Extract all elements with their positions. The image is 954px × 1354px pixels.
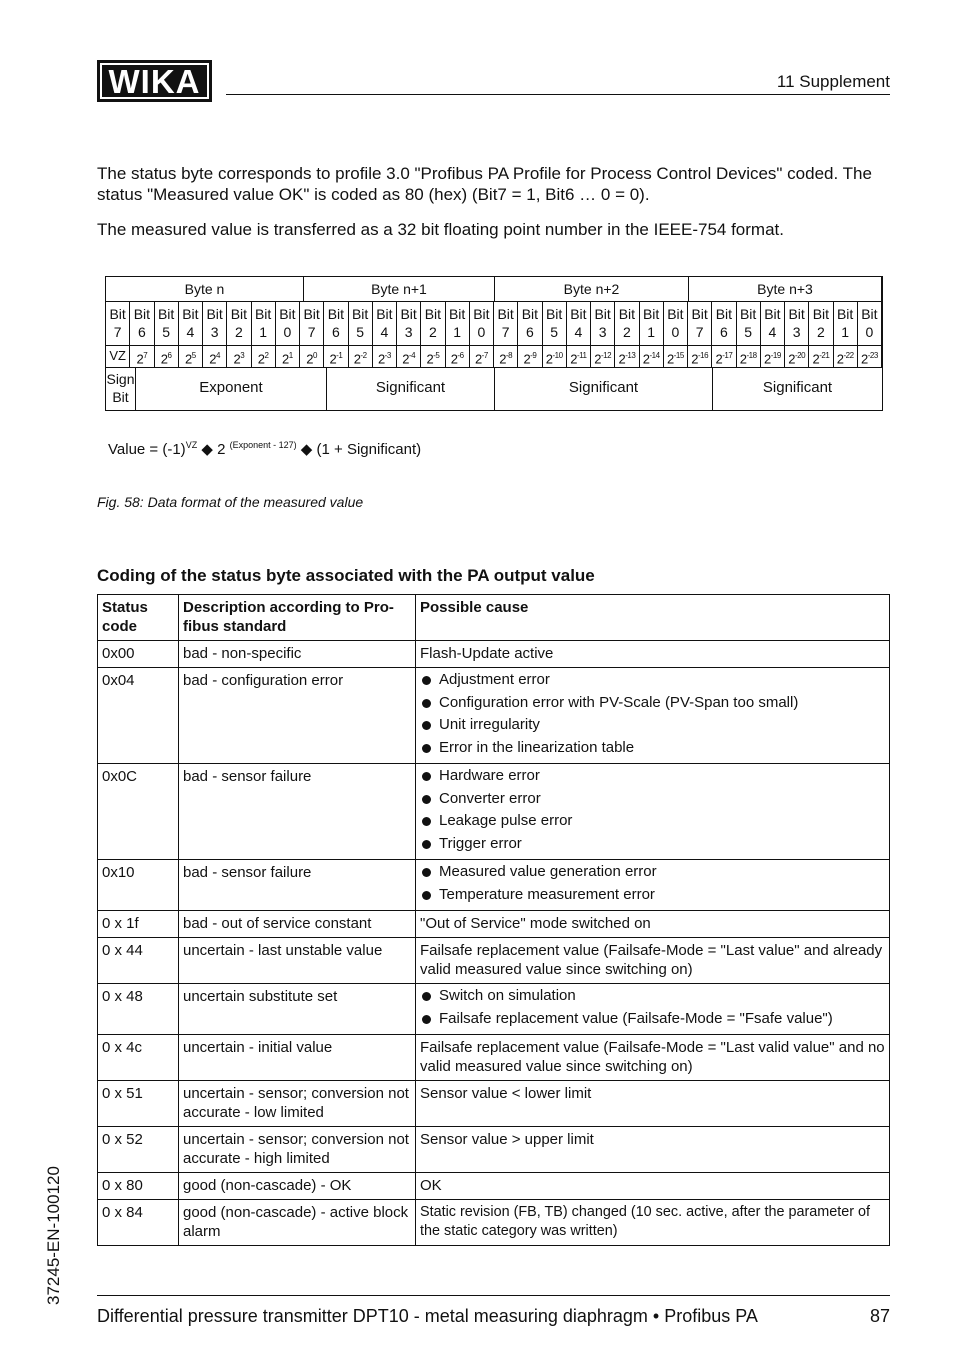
power-exponent: -20 xyxy=(794,351,806,360)
possible-cause: OK xyxy=(416,1173,890,1200)
bit-word: Bit xyxy=(812,306,830,322)
bit-number: 2 xyxy=(816,324,825,340)
cause-bullet: Measured value generation error xyxy=(420,861,885,884)
footer-title: Differential pressure transmitter DPT10 - metal measuring diaphragm • Profibus PA xyxy=(97,1306,758,1326)
bit-number: 3 xyxy=(792,324,801,340)
status-code: 0 x 44 xyxy=(98,938,179,984)
col-header-description: Description according to Pro- fibus standard xyxy=(179,595,416,641)
power-cell: $2^{-20}$ xyxy=(785,346,809,368)
cause-bullet: Leakage pulse error xyxy=(420,810,885,833)
power-exponent: -9 xyxy=(530,351,537,360)
possible-cause: Sensor value > upper limit xyxy=(416,1127,890,1173)
power-cell: $2^{-23}$ xyxy=(858,346,882,368)
bit-word: Bit xyxy=(473,306,490,322)
bit-number: 5 xyxy=(744,324,753,340)
status-code: 0x0C xyxy=(98,764,179,860)
bit-word: Bit xyxy=(230,306,248,322)
bit-word: Bit xyxy=(618,306,636,322)
bit-cell xyxy=(688,302,712,346)
bit-cell xyxy=(373,302,397,346)
bit-cell xyxy=(276,302,300,346)
table-row xyxy=(98,938,890,984)
table-row xyxy=(98,860,890,911)
bit-cell xyxy=(543,302,567,346)
cause-bullet: Switch on simulation xyxy=(420,985,885,1008)
bit-word: Bit xyxy=(448,306,466,322)
bit-number: 6 xyxy=(525,324,534,340)
status-description: good (non-cascade) - active block alarm xyxy=(179,1200,416,1246)
power-cell: $2^{-9}$ xyxy=(518,346,542,368)
power-exponent: -6 xyxy=(457,351,464,360)
bit-cell xyxy=(834,302,858,346)
bit-cell xyxy=(567,302,591,346)
status-description: good (non-cascade) - OK xyxy=(179,1173,416,1200)
status-description: uncertain - last unstable value xyxy=(179,938,416,984)
bit-cell xyxy=(737,302,761,346)
bit-cell xyxy=(761,302,785,346)
bit-cell xyxy=(324,302,348,346)
power-exponent: -5 xyxy=(433,351,440,360)
bit-number: 3 xyxy=(598,324,607,340)
bit-number: 0 xyxy=(671,324,680,340)
bit-cell xyxy=(785,302,809,346)
cause-bullet: Temperature measurement error xyxy=(420,884,885,907)
bit-word: Bit xyxy=(691,306,708,322)
power-exponent: 0 xyxy=(313,351,317,360)
power-cell: $2^{-19}$ xyxy=(761,346,785,368)
status-code: 0x10 xyxy=(98,860,179,911)
power-exponent: -16 xyxy=(697,351,709,360)
sign-label: VZ xyxy=(106,346,130,368)
bit-cell xyxy=(615,302,639,346)
power-cell: $2^7$ xyxy=(130,346,154,368)
bit-word: Bit xyxy=(157,306,175,322)
bit-number: 1 xyxy=(841,324,850,340)
bit-cell xyxy=(494,302,518,346)
bit-cell xyxy=(179,302,203,346)
bit-number: 7 xyxy=(695,324,704,340)
power-exponent: -7 xyxy=(481,351,488,360)
byte-header: Byte n+2 xyxy=(495,277,689,302)
power-cell: $2^{-7}$ xyxy=(470,346,494,368)
status-description: bad - configuration error xyxy=(179,668,416,764)
power-exponent: 6 xyxy=(167,351,172,360)
bit-word: Bit xyxy=(594,306,611,322)
power-exponent: 4 xyxy=(216,351,220,360)
bit-number: 5 xyxy=(162,324,171,340)
power-cell: $2^{-8}$ xyxy=(494,346,518,368)
bit-cell xyxy=(397,302,421,346)
bit-word: Bit xyxy=(715,306,733,322)
table-row xyxy=(98,1127,890,1173)
table-row xyxy=(98,911,890,938)
power-cell: $2^{-17}$ xyxy=(712,346,736,368)
table-row xyxy=(98,984,890,1035)
power-cell: $2^1$ xyxy=(276,346,300,368)
power-exponent: -23 xyxy=(867,351,878,360)
bit-number: 4 xyxy=(768,324,777,340)
bit-word: Bit xyxy=(861,306,878,322)
bit-number: 0 xyxy=(865,324,874,340)
power-exponent: -8 xyxy=(505,351,513,360)
power-cell: $2^{-12}$ xyxy=(591,346,615,368)
bit-word: Bit xyxy=(521,306,539,322)
bit-cell xyxy=(421,302,445,346)
power-exponent: 1 xyxy=(288,351,293,360)
bit-number: 0 xyxy=(477,324,486,340)
power-exponent: -19 xyxy=(770,351,781,360)
bit-number: 5 xyxy=(550,324,559,340)
bit-word: Bit xyxy=(279,306,296,322)
significant-field: Significant xyxy=(327,368,495,410)
status-description: uncertain - initial value xyxy=(179,1035,416,1081)
status-table xyxy=(97,594,890,1246)
bit-cell xyxy=(130,302,154,346)
bit-cell xyxy=(858,302,882,346)
bit-number: 0 xyxy=(283,324,292,340)
cause-bullet: Unit irregularity xyxy=(420,714,885,737)
bit-number: 2 xyxy=(428,324,437,340)
data-format-table xyxy=(105,276,883,411)
bit-number: 6 xyxy=(331,324,340,340)
bit-word: Bit xyxy=(206,306,223,322)
power-exponent: 5 xyxy=(191,351,196,360)
bit-word: Bit xyxy=(327,306,345,322)
possible-cause: Failsafe replacement value (Failsafe-Mode = "Last value" and already valid measured value since switching on) xyxy=(416,938,890,984)
document-number: 37245-EN-100120 xyxy=(44,1166,63,1305)
power-cell: $2^{-15}$ xyxy=(664,346,688,368)
bit-cell xyxy=(640,302,664,346)
power-cell: $2^{-13}$ xyxy=(615,346,639,368)
bit-cell xyxy=(300,302,324,346)
bit-word: Bit xyxy=(133,306,151,322)
power-cell: $2^{-6}$ xyxy=(446,346,470,368)
bit-word: Bit xyxy=(182,306,199,322)
bit-number: 3 xyxy=(210,324,219,340)
power-exponent: -12 xyxy=(600,351,612,360)
power-cell: $2^3$ xyxy=(227,346,251,368)
status-description: bad - out of service constant xyxy=(179,911,416,938)
bit-number: 7 xyxy=(501,324,510,340)
bit-word: Bit xyxy=(303,306,320,322)
possible-cause: Failsafe replacement value (Failsafe-Mode = "Last valid value" and no valid measured value since switching on) xyxy=(416,1035,890,1081)
table-row xyxy=(98,764,890,860)
figure-caption: Fig. 58: Data format of the measured value xyxy=(97,494,364,510)
footer-rule xyxy=(97,1295,890,1296)
cause-bullet: Error in the linearization table xyxy=(420,737,885,760)
bit-word: Bit xyxy=(351,306,369,322)
status-code: 0 x 1f xyxy=(98,911,179,938)
table-row xyxy=(98,668,890,764)
power-cell: $2^{-4}$ xyxy=(397,346,421,368)
value-formula: Value = $(-1)^{VZ}$ ◆ 2 $^{(Exponent - 127)}$ ◆ (1 + Significant) xyxy=(108,440,422,458)
status-code: 0 x 80 xyxy=(98,1173,179,1200)
status-code: 0x00 xyxy=(98,641,179,668)
bit-cell xyxy=(203,302,227,346)
status-description: uncertain - sensor; conversion not accurate - high limited xyxy=(179,1127,416,1173)
bit-number: 7 xyxy=(307,324,316,340)
bit-number: 7 xyxy=(113,324,122,340)
bit-cell xyxy=(227,302,251,346)
power-cell: $2^4$ xyxy=(203,346,227,368)
bit-word: Bit xyxy=(254,306,272,322)
section-title: 11 Supplement xyxy=(776,72,890,91)
bit-cell xyxy=(591,302,615,346)
possible-cause: Flash-Update active xyxy=(416,641,890,668)
power-cell: $2^{-11}$ xyxy=(567,346,591,368)
wika-logo: WIKA xyxy=(97,60,212,102)
bit-word: Bit xyxy=(570,306,587,322)
cause-bullet: Converter error xyxy=(420,788,885,811)
cause-bullet: Failsafe replacement value (Failsafe-Mode = "Fsafe value") xyxy=(420,1008,885,1031)
bit-number: 5 xyxy=(356,324,365,340)
power-exponent: 7 xyxy=(143,351,148,360)
bit-word: Bit xyxy=(109,306,126,322)
bit-word: Bit xyxy=(642,306,660,322)
bit-word: Bit xyxy=(739,306,757,322)
bit-number: 6 xyxy=(137,324,146,340)
power-cell: $2^5$ xyxy=(179,346,203,368)
possible-cause xyxy=(416,860,890,911)
intro-paragraph-1: The status byte corresponds to profile 3.0 "Profibus PA Profile for Process Control Devices" coded. The status "Measured value OK" is coded as 80 (hex) (Bit7 = 1, Bit6 … 0 = 0). xyxy=(97,164,872,204)
power-exponent: -15 xyxy=(673,351,684,360)
power-cell: $2^{-1}$ xyxy=(324,346,348,368)
significant-field: Significant xyxy=(495,368,713,410)
bit-number: 4 xyxy=(380,324,389,340)
status-description: bad - sensor failure xyxy=(179,860,416,911)
col-header-cause: Possible cause xyxy=(416,595,890,641)
byte-header: Byte n+3 xyxy=(689,277,882,302)
power-exponent: 2 xyxy=(264,351,269,360)
bit-cell xyxy=(252,302,276,346)
byte-header: Byte n+1 xyxy=(304,277,495,302)
status-description: uncertain - sensor; conversion not accurate - low limited xyxy=(179,1081,416,1127)
power-cell: $2^{-5}$ xyxy=(421,346,445,368)
cause-bullet: Hardware error xyxy=(420,765,885,788)
status-code: 0 x 52 xyxy=(98,1127,179,1173)
bit-cell xyxy=(664,302,688,346)
table-row xyxy=(98,1200,890,1246)
power-cell: $2^{-21}$ xyxy=(809,346,833,368)
status-description: uncertain substitute set xyxy=(179,984,416,1035)
possible-cause: "Out of Service" mode switched on xyxy=(416,911,890,938)
power-exponent: -4 xyxy=(408,351,416,360)
bit-cell xyxy=(470,302,494,346)
header-rule xyxy=(226,94,890,95)
bit-cell xyxy=(106,302,130,346)
possible-cause xyxy=(416,668,890,764)
power-cell: $2^{-2}$ xyxy=(349,346,373,368)
status-code: 0 x 4c xyxy=(98,1035,179,1081)
status-code: 0 x 48 xyxy=(98,984,179,1035)
status-description: bad - sensor failure xyxy=(179,764,416,860)
cause-bullet: Trigger error xyxy=(420,833,885,856)
status-code: 0 x 84 xyxy=(98,1200,179,1246)
possible-cause: Sensor value < lower limit xyxy=(416,1081,890,1127)
bit-word: Bit xyxy=(400,306,417,322)
bit-number: 2 xyxy=(234,324,243,340)
power-cell: $2^{-18}$ xyxy=(737,346,761,368)
power-exponent: -10 xyxy=(552,351,563,360)
bit-cell xyxy=(712,302,736,346)
table-row xyxy=(98,1081,890,1127)
bit-number: 4 xyxy=(574,324,583,340)
exponent-field: Exponent xyxy=(136,368,327,410)
bit-word: Bit xyxy=(424,306,442,322)
power-cell: $2^{-3}$ xyxy=(373,346,397,368)
col-header-status-code: Status code xyxy=(98,595,179,641)
power-cell: $2^0$ xyxy=(300,346,324,368)
bit-word: Bit xyxy=(836,306,854,322)
possible-cause xyxy=(416,984,890,1035)
bit-word: Bit xyxy=(497,306,514,322)
significant-field: Significant xyxy=(762,379,833,396)
bit-word: Bit xyxy=(667,306,684,322)
sign-bit-field: Sign Bit xyxy=(106,368,136,410)
power-cell: $2^{-16}$ xyxy=(688,346,712,368)
power-cell: $2^{-10}$ xyxy=(543,346,567,368)
power-cell: $2^{-22}$ xyxy=(834,346,858,368)
power-exponent: 3 xyxy=(240,351,245,360)
bit-number: 1 xyxy=(453,324,462,340)
bit-word: Bit xyxy=(788,306,805,322)
bit-cell xyxy=(349,302,373,346)
status-heading: Coding of the status byte associated with the PA output value xyxy=(97,566,595,585)
status-code: 0x04 xyxy=(98,668,179,764)
table-row xyxy=(98,1173,890,1200)
power-exponent: -22 xyxy=(843,351,854,360)
bit-number: 3 xyxy=(404,324,413,340)
power-cell: $2^2$ xyxy=(252,346,276,368)
power-exponent: -2 xyxy=(360,351,367,360)
page-number: 87 xyxy=(869,1306,890,1326)
table-row xyxy=(98,641,890,668)
power-exponent: -3 xyxy=(384,351,391,360)
cause-bullet: Configuration error with PV-Scale (PV-Span too small) xyxy=(420,692,885,715)
bit-cell xyxy=(155,302,179,346)
power-cell: $2^6$ xyxy=(155,346,179,368)
possible-cause: Static revision (FB, TB) changed (10 sec. active, after the parameter of the static category was written) xyxy=(416,1200,890,1246)
table-row xyxy=(98,1035,890,1081)
bit-word: Bit xyxy=(764,306,781,322)
power-exponent: -14 xyxy=(649,351,660,360)
power-exponent: -18 xyxy=(746,351,757,360)
intro-paragraph-2: The measured value is transferred as a 32 bit floating point number in the IEEE-754 format. xyxy=(97,220,784,239)
power-exponent: -11 xyxy=(577,351,587,360)
possible-cause xyxy=(416,764,890,860)
cause-bullet: Adjustment error xyxy=(420,669,885,692)
byte-header: Byte n xyxy=(106,277,304,302)
bit-number: 1 xyxy=(647,324,656,340)
bit-number: 4 xyxy=(186,324,195,340)
power-exponent: -13 xyxy=(625,351,636,360)
power-exponent: -1 xyxy=(336,351,343,360)
bit-number: 6 xyxy=(719,324,728,340)
bit-number: 1 xyxy=(259,324,268,340)
power-exponent: -17 xyxy=(722,351,733,360)
power-cell: $2^{-14}$ xyxy=(640,346,664,368)
bit-word: Bit xyxy=(545,306,563,322)
bit-cell xyxy=(518,302,542,346)
status-description: bad - non-specific xyxy=(179,641,416,668)
bit-cell xyxy=(809,302,833,346)
bit-number: 2 xyxy=(622,324,631,340)
status-code: 0 x 51 xyxy=(98,1081,179,1127)
bit-cell xyxy=(446,302,470,346)
power-exponent: -21 xyxy=(819,351,830,360)
bit-word: Bit xyxy=(376,306,393,322)
